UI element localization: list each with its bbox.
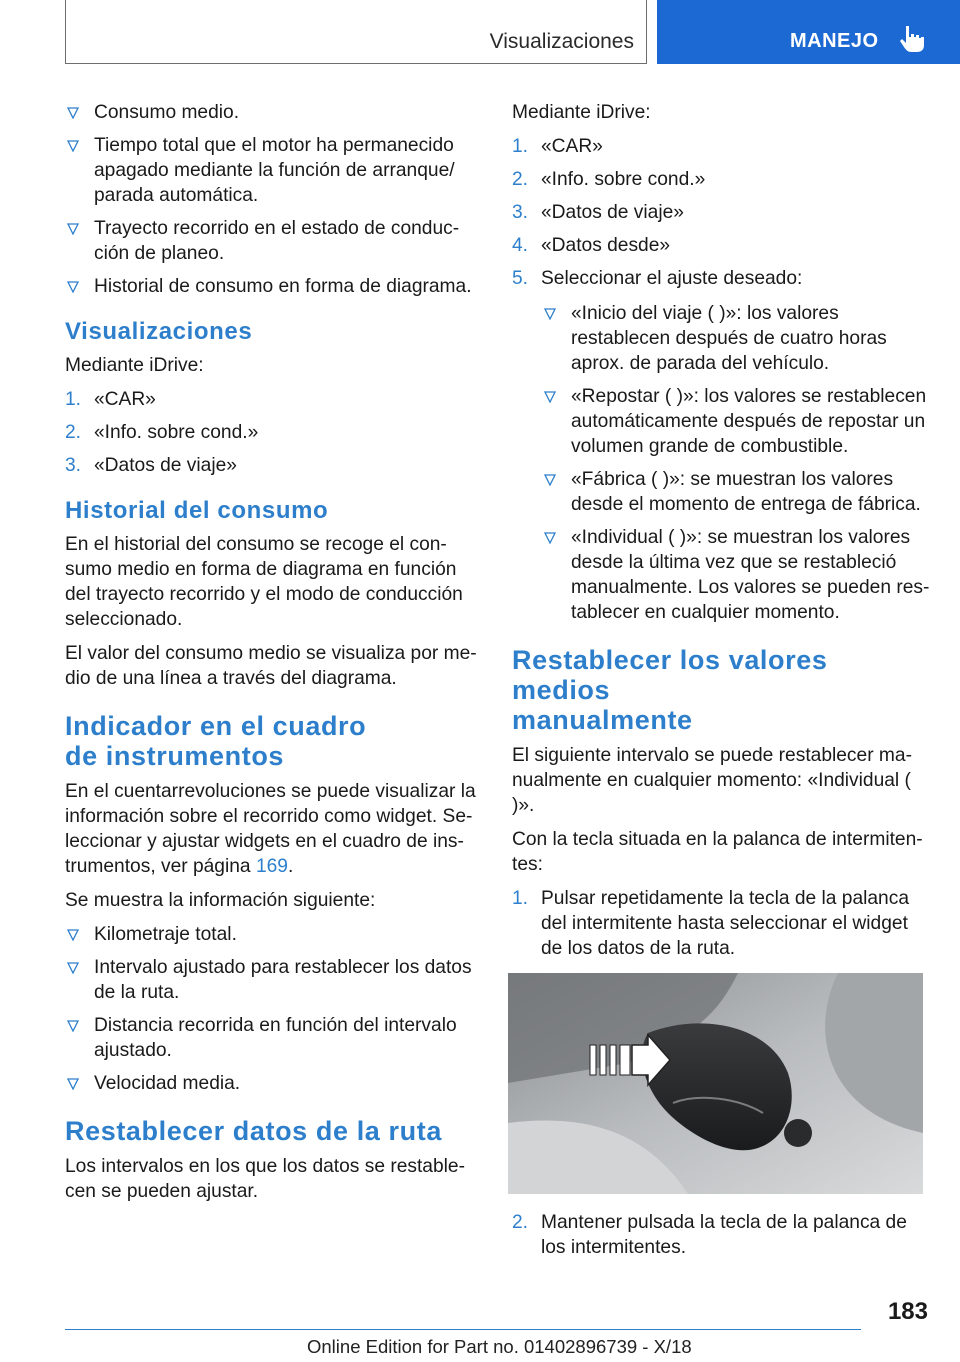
turn-signal-lever-photo	[508, 973, 923, 1194]
restablecer-ruta-heading: Restablecer datos de la ruta	[65, 1116, 442, 1146]
restablecer-ruta-paragraph: Los intervalos en los que los datos se restable-cen se pueden ajustar.	[65, 1156, 465, 1202]
triangle-bullet-icon	[67, 223, 79, 235]
sub-bullet-list	[541, 301, 932, 625]
list-item: Trayecto recorrido en el estado de conduc-ción de planeo.	[65, 216, 480, 266]
restablecer-medios-paragraph-2: Con la tecla situada en la palanca de intermiten-tes:	[512, 829, 923, 875]
list-item: 2. «Info. sobre cond.»	[512, 169, 706, 190]
list-item: 3. «Datos de viaje»	[512, 202, 684, 223]
edition-text: Online Edition for Part no. 01402896739 - X/18	[307, 1336, 692, 1357]
indicador-bullet-list	[65, 922, 480, 1096]
triangle-bullet-icon	[67, 281, 79, 293]
triangle-bullet-icon	[67, 107, 79, 119]
intro-bullet-list	[65, 100, 480, 299]
manual-steps	[512, 886, 932, 961]
right-column	[512, 100, 932, 1268]
list-item: Historial de consumo en forma de diagrama.	[65, 274, 480, 299]
section-title: Visualizaciones	[489, 30, 634, 53]
triangle-bullet-icon	[67, 1078, 79, 1090]
page-number: 183	[887, 1298, 928, 1325]
list-item: 3. «Datos de viaje»	[65, 455, 237, 476]
list-item: Velocidad media.	[65, 1071, 480, 1096]
list-item: 1. «CAR»	[512, 136, 603, 157]
chapter-tab[interactable]	[657, 0, 960, 64]
list-item: 2. «Info. sobre cond.»	[65, 422, 259, 443]
triangle-bullet-icon	[67, 962, 79, 974]
page-reference-link[interactable]: 169	[255, 856, 288, 877]
right-intro: Mediante iDrive:	[512, 102, 651, 123]
list-item: 4. «Datos desde»	[512, 235, 671, 256]
list-item: «Inicio del viaje ( )»: los valores restablecen después de cuatro horas aprox. de parada del vehículo.	[541, 301, 932, 376]
historial-paragraph-1: En el historial del consumo se recoge el con-sumo medio en forma de diagrama en función del trayecto recorrido y el modo de conducción seleccionado.	[65, 534, 463, 630]
triangle-bullet-icon	[67, 1020, 79, 1032]
restablecer-medios-paragraph-1: El siguiente intervalo se puede restablecer ma-nualmente en cualquier momento: «Individual ( )».	[512, 745, 912, 816]
historial-heading: Historial del consumo	[65, 497, 329, 524]
list-item: 1. «CAR»	[65, 389, 156, 410]
left-column	[65, 100, 480, 1213]
manual-steps-continued	[512, 1210, 932, 1260]
historial-paragraph-2: El valor del consumo medio se visualiza por me-dio de una línea a través del diagrama.	[65, 643, 477, 689]
list-item: 2. Mantener pulsada la tecla de la palanca de los intermitentes.	[512, 1212, 907, 1258]
triangle-bullet-icon	[544, 308, 556, 320]
footer-divider	[65, 1329, 861, 1330]
list-item: 1. Pulsar repetidamente la tecla de la palanca del intermitente hasta seleccionar el widget de los datos de la ruta.	[512, 888, 909, 959]
list-item: 5. Seleccionar el ajuste deseado: «Inicio del viaje ( )»: los valores restablecen después de cuatro horas aprox. de parada del vehículo. «Repostar ( )»: los valores se restablecen automáticamente después de repostar un volumen grande de combustible. «Fábrica ( )»: se muestran los valores desde el momento de entrega de fábrica. «Individual ( )»: se muestran los valores desde la última vez que se restableció manualmente. Los valores se pueden res-tablecer en cualquier momento.	[512, 266, 932, 625]
triangle-bullet-icon	[67, 929, 79, 941]
triangle-bullet-icon	[67, 140, 79, 152]
list-item: «Individual ( )»: se muestran los valores desde la última vez que se restableció manualmente. Los valores se pueden res-tablecer en cualquier momento.	[541, 525, 932, 625]
triangle-bullet-icon	[544, 391, 556, 403]
visualizaciones-intro: Mediante iDrive:	[65, 355, 204, 376]
chapter-tab-label: MANEJO	[790, 30, 879, 52]
list-item: Intervalo ajustado para restablecer los datos de la ruta.	[65, 955, 480, 1005]
list-item: Distancia recorrida en función del intervalo ajustado.	[65, 1013, 480, 1063]
restablecer-medios-heading: Restablecer los valores medios manualmente	[512, 645, 828, 735]
list-item: Tiempo total que el motor ha permanecido apagado mediante la función de arranque/ parada automática.	[65, 133, 480, 208]
indicador-heading: Indicador en el cuadro de instrumentos	[65, 711, 367, 771]
list-item: Consumo medio.	[65, 100, 480, 125]
list-item: Kilometraje total.	[65, 922, 480, 947]
list-item: «Repostar ( )»: los valores se restablecen automáticamente después de repostar un volumen grande de combustible.	[541, 384, 932, 459]
triangle-bullet-icon	[544, 474, 556, 486]
list-item: «Fábrica ( )»: se muestran los valores desde el momento de entrega de fábrica.	[541, 467, 932, 517]
indicador-paragraph-1: En el cuentarrevoluciones se puede visualizar la información sobre el recorrido como widget. Se-leccionar y ajustar widgets en el cuadro de ins-trumentos, ver página 169.	[65, 781, 476, 877]
visualizaciones-steps	[65, 387, 480, 478]
hand-pointer-icon	[897, 24, 927, 54]
indicador-paragraph-2: Se muestra la información siguiente:	[65, 890, 376, 911]
triangle-bullet-icon	[544, 532, 556, 544]
visualizaciones-heading: Visualizaciones	[65, 318, 253, 345]
right-steps	[512, 134, 932, 625]
header-section-box	[65, 0, 647, 64]
